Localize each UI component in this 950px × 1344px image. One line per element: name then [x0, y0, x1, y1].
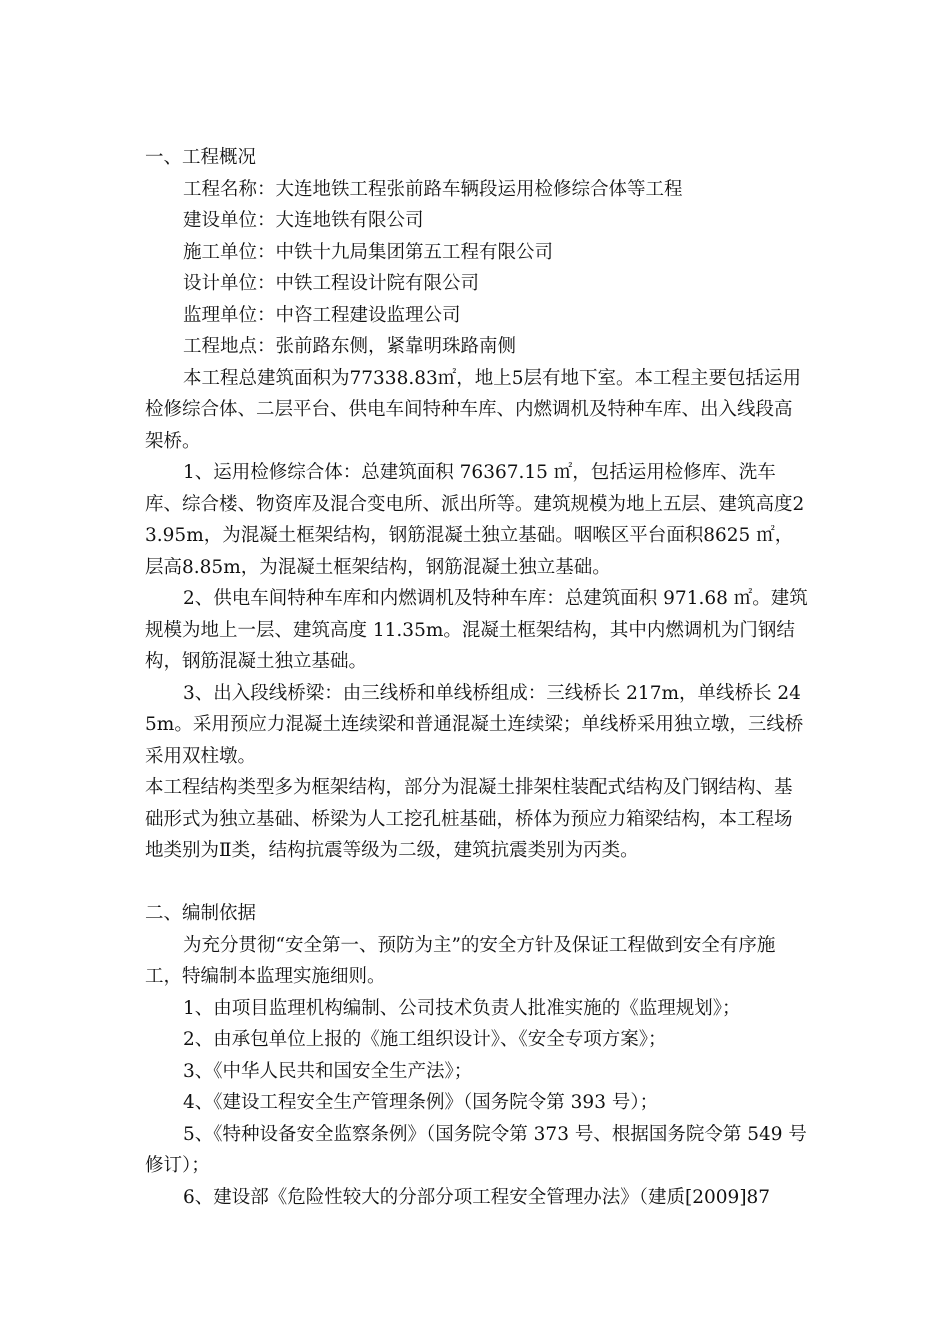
project-location: 工程地点：张前路东侧，紧靠明珠路南侧: [183, 336, 517, 357]
structure-paragraph: 本工程结构类型多为框架结构，部分为混凝土排架柱装配式结构及门钢结构、基础形式为独立基础、桥梁为人工挖孔桩基础，桥体为预应力箱梁结构，本工程场地类别为Ⅱ类，结构抗震等级为二级，建筑抗震类别为丙类。: [145, 777, 793, 861]
section2-heading: 二、编制依据: [145, 903, 257, 924]
section1-heading: 一、工程概况: [145, 147, 257, 168]
document-page: [145, 142, 810, 1213]
basis-item-3: 3、《中华人民共和国安全生产法》；: [183, 1060, 473, 1082]
basis-item-5: 5、《特种设备安全监察条例》（国务院令第 373 号、根据国务院令第 549 号修订）；: [145, 1123, 807, 1176]
section2-intro: 为充分贯彻“安全第一、预防为主”的安全方针及保证工程做到安全有序施工，特编制本监理实施细则。: [145, 934, 776, 987]
basis-item-2: 2、由承包单位上报的《施工组织设计》、《安全专项方案》；: [183, 1029, 667, 1050]
owner-unit: 建设单位：大连地铁有限公司: [183, 210, 424, 231]
overview-paragraph: 本工程总建筑面积为77338.83㎡，地上5层有地下室。本工程主要包括运用检修综合体、二层平台、供电车间特种车库、内燃调机及特种车库、出入线段高架桥。: [145, 367, 802, 452]
item-3-paragraph: 3、出入段线桥梁：由三线桥和单线桥组成：三线桥长 217m，单线桥长 245m。采用预应力混凝土连续梁和普通混凝土连续梁；单线桥采用独立墩，三线桥采用双柱墩。: [145, 682, 804, 767]
contractor-unit: 施工单位：中铁十九局集团第五工程有限公司: [183, 241, 554, 263]
item-2-paragraph: 2、供电车间特种车库和内燃调机及特种车库：总建筑面积 971.68 ㎡。建筑规模为地上一层、建筑高度 11.35m。混凝土框架结构，其中内燃调机为门钢结构，钢筋混凝土独立基础。: [145, 588, 808, 672]
section-gap: [145, 867, 810, 899]
basis-item-1: 1、由项目监理机构编制、公司技术负责人批准实施的《监理规划》；: [183, 997, 741, 1019]
designer-unit: 设计单位：中铁工程设计院有限公司: [183, 273, 480, 294]
item-1-paragraph: 1、运用检修综合体：总建筑面积 76367.15 ㎡，包括运用检修库、洗车库、综合楼、物资库及混合变电所、派出所等。建筑规模为地上五层、建筑高度23.95m，为混凝土框架结构，钢筋混凝土独立基础。咽喉区平台面积8625 ㎡，层高8.85m，为混凝土框架结构，钢筋混凝土独立基础。: [145, 462, 805, 578]
project-name: 工程名称：大连地铁工程张前路车辆段运用检修综合体等工程: [183, 178, 683, 200]
supervisor-unit: 监理单位：中咨工程建设监理公司: [183, 304, 461, 326]
basis-item-4: 4、《建设工程安全生产管理条例》（国务院令第 393 号）；: [183, 1092, 659, 1113]
basis-item-6: 6、建设部《危险性较大的分部分项工程安全管理办法》（建质[2009]87: [183, 1186, 771, 1208]
